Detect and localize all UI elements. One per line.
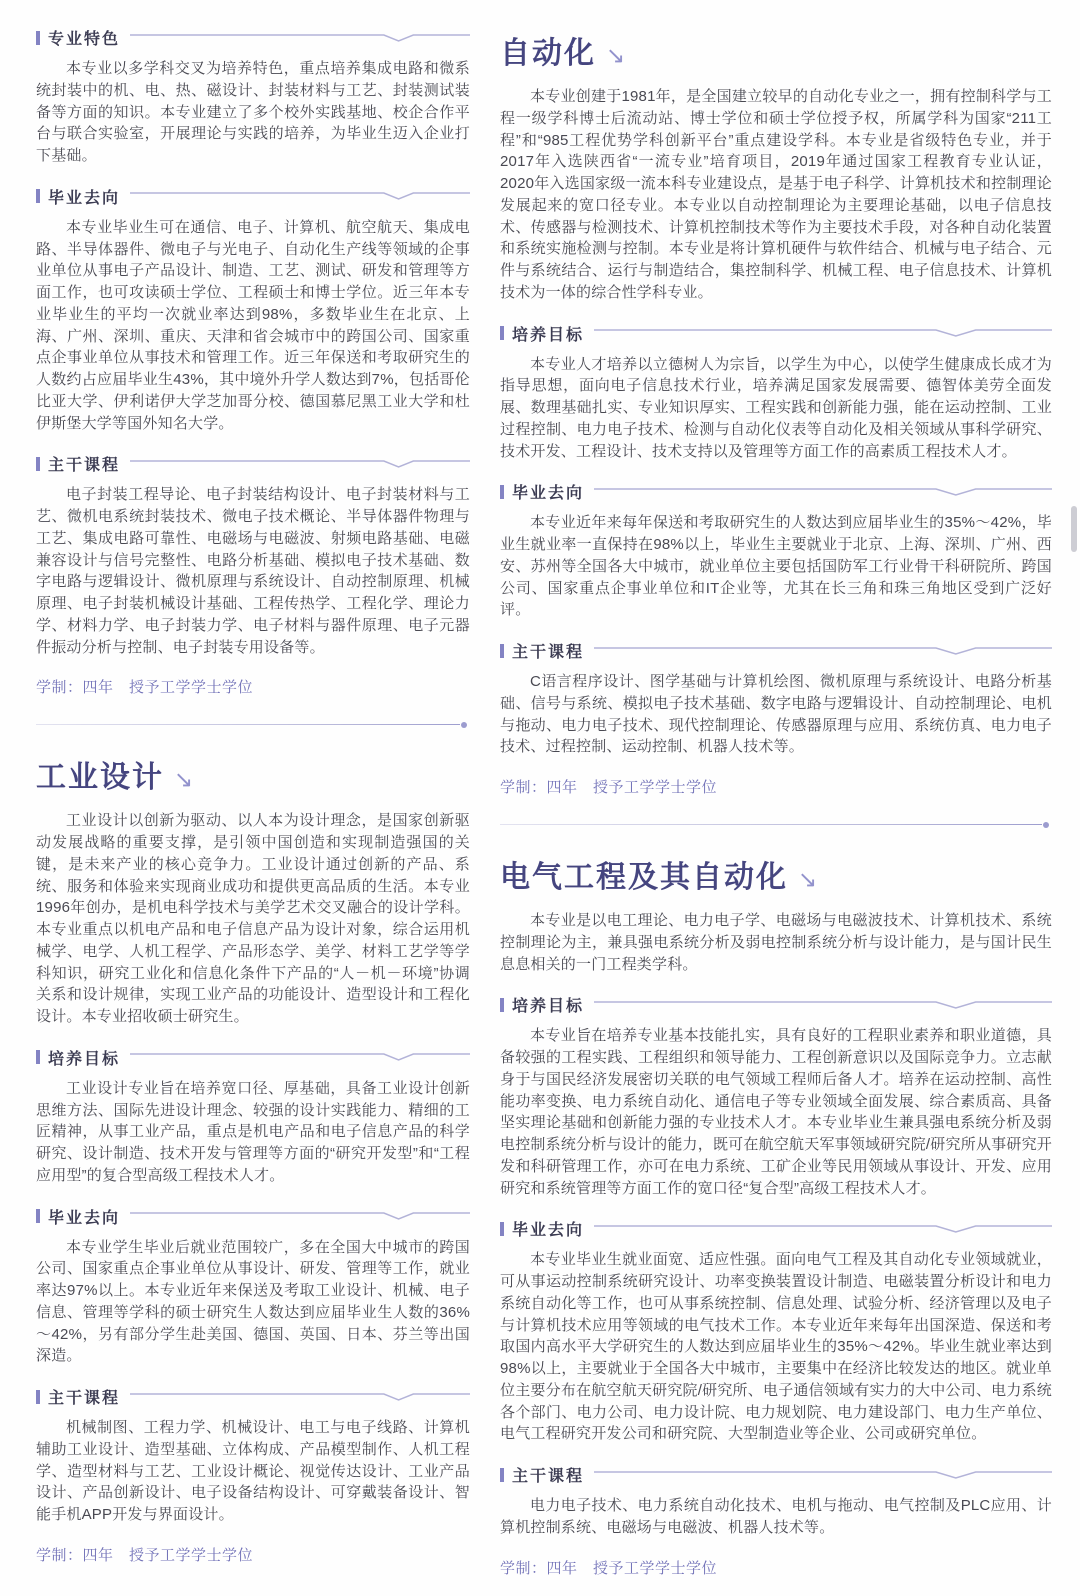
section-title: 主干课程 [48, 457, 121, 475]
section-career-destinations [36, 185, 470, 435]
section-title: 培养目标 [512, 326, 585, 344]
major-intro: 本专业创建于1981年，是全国建立较早的自动化专业之一，拥有控制科学与工程一级学科博士后流动站、博士学位和硕士学位授予权，所属学科为国家“211工程”和“985工程优势学科创新平台”重点建设学科。本专业是省级特色专业，并于2017年入选陕西省“一流专业”培育项目，2019年通过国家工程教育专业认证，2020年入选国家级一流本科专业建设点，是基于电子科学、计算机技术和控制理论发展起来的宽口径专业。本专业以自动控制理论为主要理论基础，以电子信息技术、传感器与检测技术、计算机控制技术等作为主要技术手段，对各种自动化装置和系统实施检测与控制。本专业是将计算机硬件与软件结合、机械与电子结合、元件与系统结合、运行与制造结合，集控制科学、机械工程、电子信息技术、计算机技术为一体的综合性学科专业。 [500, 88, 1052, 301]
section-bar-icon [36, 457, 40, 471]
section-body: 本专业学生毕业后就业范围较广，多在全国大中城市的跨国公司、国家重点企事业单位从事设计、研发、管理等工作，就业率达97%以上。本专业近年来保送及考取工业设计、机械、电子信息、管理等学科的硕士研究生人数达到应届毕业生人数的36%～42%，另有部分学生赴美国、德国、英国、日本、芬兰等出国深造。 [36, 1238, 470, 1365]
section-main-courses [500, 1463, 1052, 1539]
degree-line: 学制：四年 授予工学学士学位 [36, 679, 254, 697]
arrow-southeast-icon: ↘ [606, 42, 626, 68]
section-header [500, 639, 1052, 662]
right-column [500, 26, 1052, 1578]
major-name: 自动化 [500, 37, 596, 70]
header-line-decoration [594, 645, 1052, 657]
section-career-destinations [500, 480, 1052, 621]
section-header [36, 1046, 470, 1069]
header-line-decoration [130, 190, 470, 202]
section-bar-icon [500, 485, 504, 499]
section-header [36, 26, 470, 49]
section-bar-icon [36, 189, 40, 203]
section-career-destinations [500, 1217, 1052, 1445]
section-title: 毕业去向 [512, 485, 585, 503]
section-bar-icon [500, 998, 504, 1012]
section-body: 本专业以多学科交叉为培养特色，重点培养集成电路和微系统封装中的机、电、热、磁设计、封装材料与工艺、封装测试装备等方面的知识。本专业建立了多个校外实践基地、校企合作平台与联合实验室，开展理论与实践的培养，为毕业生迈入企业打下基础。 [36, 60, 470, 164]
section-bar-icon [500, 1222, 504, 1236]
section-bar-icon [36, 31, 40, 45]
section-header [500, 993, 1052, 1016]
section-title: 毕业去向 [512, 1222, 585, 1240]
section-header [36, 452, 470, 475]
section-header [500, 1217, 1052, 1240]
left-column [36, 26, 470, 1578]
major-intro: 本专业是以电工理论、电力电子学、电磁场与电磁波技术、计算机技术、系统控制理论为主，兼具强电系统分析及弱电控制系统分析与设计能力，是与国计民生息息相关的一门工程类学科。 [500, 912, 1052, 973]
section-title: 毕业去向 [48, 1209, 121, 1227]
section-bar-icon [500, 1468, 504, 1482]
section-divider [500, 824, 1042, 825]
section-body: 本专业近年来每年保送和考取研究生的人数达到应届毕业生的35%～42%，毕业生就业率一直保持在98%以上，毕业生主要就业于北京、上海、深圳、广州、西安、苏州等全国各大中城市，就业单位主要包括国防军工行业骨干科研院所、跨国公司、国家重点企事业单位和IT企业等，尤其在长三角和珠三角地区受到广泛好评。 [500, 514, 1052, 619]
header-line-decoration [130, 1051, 470, 1063]
section-header [500, 322, 1052, 345]
section-divider [36, 724, 460, 725]
major-name: 电气工程及其自动化 [500, 861, 788, 894]
header-line-decoration [130, 32, 470, 44]
section-title: 培养目标 [512, 998, 585, 1016]
section-bar-icon [500, 644, 504, 658]
section-main-courses [36, 452, 470, 658]
header-line-decoration [594, 1223, 1052, 1235]
section-training-objectives [500, 322, 1052, 463]
major-title-automation [500, 28, 1052, 72]
section-title: 专业特色 [48, 31, 121, 48]
section-body: 机械制图、工程力学、机械设计、电工与电子线路、计算机辅助工业设计、造型基础、立体构成、产品模型制作、人机工程学、造型材料与工艺、工业设计概论、视觉传达设计、工业产品设计、产品创新设计、电子设备结构设计、可穿戴装备设计、智能手机APP开发与界面设计。 [36, 1419, 470, 1523]
section-body: 本专业毕业生可在通信、电子、计算机、航空航天、集成电路、半导体器件、微电子与光电子、自动化生产线等领域的企事业单位从事电子产品设计、制造、工艺、测试、研发和管理等方面工作，也可攻读硕士学位、工程硕士和博士学位。近三年本专业毕业生的平均一次就业率达到98%，多数毕业生在北京、上海、广州、深圳、重庆、天津和省会城市中的跨国公司、国家重点企事业单位从事技术和管理工作。近三年保送和考取研究生的人数约占应届毕业生43%，其中境外升学人数达到7%，包括哥伦比亚大学、伊利诺伊大学芝加哥分校、德国慕尼黑工业大学和杜伊斯堡大学等国外知名大学。 [36, 218, 470, 432]
section-bar-icon [36, 1390, 40, 1404]
section-body: 本专业旨在培养专业基本技能扎实，具有良好的工程职业素养和职业道德，具备较强的工程实践、工程组织和领导能力、工程创新意识以及国际竞争力。立志献身于与国民经济发展密切关联的电气领域工程师后备人才。培养在运动控制、高性能功率变换、电力系统自动化、通信电子等专业领域全面发展、综合素质高、具备坚实理论基础和创新能力强的专业技术人才。本专业毕业生兼具强电系统分析及弱电控制系统分析与设计的能力，既可在航空航天军事领域研究院/研究所从事研究开发和科研管理工作，亦可在电力系统、工矿企业等民用领域从事设计、开发、应用研究和系统管理等方面工作的宽口径“复合型”高级工程技术人才。 [500, 1027, 1052, 1197]
header-line-decoration [130, 1391, 470, 1403]
section-bar-icon [500, 326, 504, 340]
major-title-electrical-engineering [500, 852, 1052, 896]
degree-line: 学制：四年 授予工学学士学位 [500, 779, 718, 796]
section-main-courses [500, 639, 1052, 758]
section-bar-icon [36, 1209, 40, 1223]
section-training-objectives [36, 1046, 470, 1187]
major-intro: 工业设计以创新为驱动、以人本为设计理念，是国家创新驱动发展战略的重要支撑，是引领中国创造和实现制造强国的关键，是未来产业的核心竞争力。工业设计通过创新的产品、系统、服务和体验来实现商业成功和提供更高品质的生活。本专业1996年创办，是机电科学技术与美学艺术交叉融合的设计学科。本专业重点以机电产品和电子信息产品为设计对象，综合运用机械学、电学、人机工程学、产品形态学、美学、材料工艺学等学科知识，研究工业化和信息化条件下产品的“人－机－环境”协调关系和设计规律，实现工业产品的功能设计、造型设计和工程化设计。本专业招收硕士研究生。 [36, 812, 470, 1025]
section-body: C语言程序设计、图学基础与计算机绘图、微机原理与系统设计、电路分析基础、信号与系统、模拟电子技术基础、数字电路与逻辑设计、自动控制理论、电机与拖动、电力电子技术、现代控制理论、传感器原理与应用、系统仿真、电力电子技术、过程控制、运动控制、机器人技术等。 [500, 673, 1052, 756]
section-body: 电力电子技术、电力系统自动化技术、电机与拖动、电气控制及PLC应用、计算机控制系统、电磁场与电磁波、机器人技术等。 [500, 1497, 1052, 1536]
header-line-decoration [594, 327, 1052, 339]
section-title: 主干课程 [512, 1468, 585, 1485]
header-line-decoration [594, 1469, 1052, 1481]
degree-line: 学制：四年 授予工学学士学位 [500, 1559, 718, 1577]
section-body: 本专业毕业生就业面宽、适应性强。面向电气工程及其自动化专业领域就业，可从事运动控制系统研究设计、功率变换装置设计制造、电磁装置分析设计和电力系统自动化等工作，也可从事系统控制、信息处理、试验分析、经济管理以及电子与计算机技术应用等领域的电气技术工作。本专业近年来每年出国深造、保送和考取国内高水平大学研究生的人数达到应届毕业生的35%～42%。毕业生就业率达到98%以上，主要就业于全国各大中城市，主要集中在经济比较发达的地区。就业单位主要分布在航空航天研究院/研究所、电子通信领域有实力的大中公司、电力系统各个部门、电力公司、电力设计院、电力规划院、电力建设部门、电力生产单位、电气工程研究开发公司和研究院、大型制造业等企业、公司或研究单位。 [500, 1251, 1052, 1443]
section-header [36, 1385, 470, 1408]
major-name: 工业设计 [36, 761, 164, 795]
section-title: 主干课程 [48, 1390, 121, 1407]
section-header [500, 480, 1052, 503]
arrow-southeast-icon: ↘ [174, 766, 194, 793]
section-body: 本专业人才培养以立德树人为宗旨，以学生为中心，以使学生健康成长成才为指导思想，面向电子信息技术行业，培养满足国家发展需要、德智体美劳全面发展、数理基础扎实、专业知识厚实、工程实践和创新能力强，能在运动控制、工业过程控制、电力电子技术、检测与自动化仪表等自动化及相关领域从事科学研究、技术开发、工程设计、技术支持以及管理等方面工作的高素质工程技术人才。 [500, 355, 1052, 460]
section-career-destinations [36, 1205, 470, 1368]
section-title: 主干课程 [512, 644, 585, 661]
section-main-courses [36, 1385, 470, 1526]
section-bar-icon [36, 1050, 40, 1064]
section-body: 电子封装工程导论、电子封装结构设计、电子封装材料与工艺、微机电系统封装技术、微电子技术概论、半导体器件物理与工艺、集成电路可靠性、电磁场与电磁波、射频电路基础、电磁兼容设计与信号完整性、电路分析基础、模拟电子技术基础、数字电路与逻辑设计、微机原理与系统设计、自动控制原理、机械原理、电子封装机械设计基础、工程传热学、工程化学、理论力学、材料力学、电子封装力学、电子材料与器件原理、电子元器件振动分析与控制、电子封装专用设备等。 [36, 486, 470, 656]
section-header [36, 185, 470, 208]
degree-line: 学制：四年 授予工学学士学位 [36, 1546, 254, 1564]
header-line-decoration [130, 458, 470, 470]
section-training-objectives [500, 993, 1052, 1199]
section-header [500, 1463, 1052, 1486]
scrollbar-thumb[interactable] [1071, 506, 1077, 552]
header-line-decoration [594, 486, 1052, 498]
section-body: 工业设计专业旨在培养宽口径、厚基础，具备工业设计创新思维方法、国际先进设计理念、较强的设计实践能力、精细的工匠精神，从事工业产品，重点是机电产品和电子信息产品的科学研究、设计制造、技术开发与管理等方面的“研究开发型”和“工程应用型”的复合型高级工程技术人才。 [36, 1079, 470, 1184]
major-title-industrial-design [36, 752, 470, 796]
header-line-decoration [130, 1210, 470, 1222]
section-major-features [36, 26, 470, 167]
section-title: 毕业去向 [48, 189, 121, 207]
section-title: 培养目标 [48, 1050, 121, 1068]
header-line-decoration [594, 999, 1052, 1011]
section-header [36, 1205, 470, 1228]
arrow-southeast-icon: ↘ [798, 866, 818, 892]
